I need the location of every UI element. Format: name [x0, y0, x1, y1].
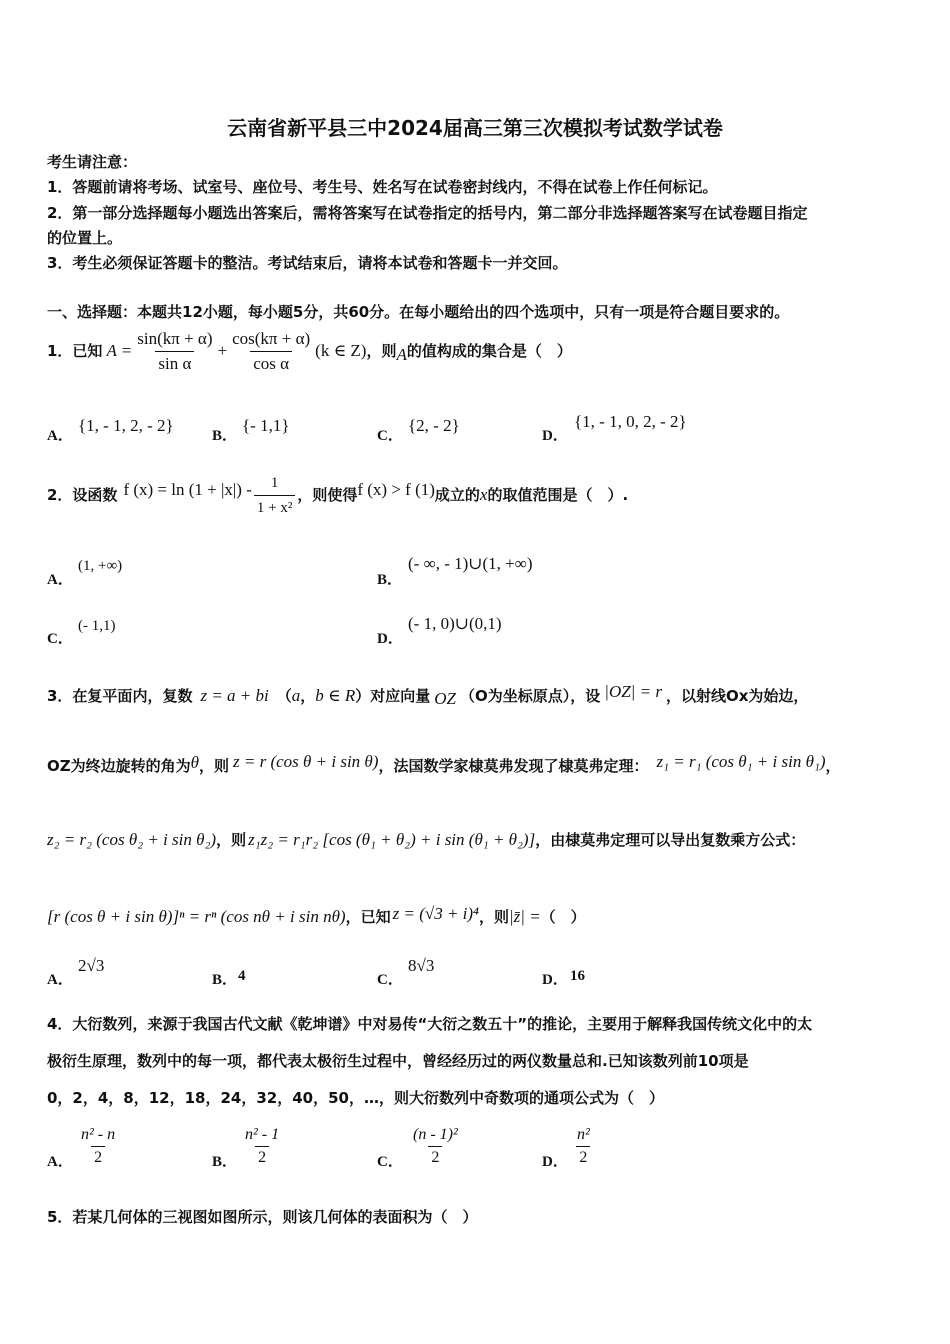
math-text: f (x) = ln (1 + |x|) -	[123, 480, 252, 499]
question-text: ，则	[478, 908, 509, 926]
question-2	[47, 470, 628, 520]
question-text: ，由棣莫弗定理可以导出复数乘方公式：	[535, 831, 806, 849]
question-text: 的取值范围是（ ）.	[487, 486, 629, 504]
option-label: D．	[542, 1154, 568, 1170]
fraction-denominator: 2	[255, 1146, 269, 1167]
page-title: 云南省新平县三中2024届高三第三次模拟考试数学试卷	[227, 116, 723, 140]
option-value: (- 1,1)	[78, 618, 116, 634]
fraction-numerator: 1	[270, 474, 279, 491]
section-heading: 一、选择题：本题共12小题，每小题5分，共60分。在每小题给出的四个选项中，只有一项是符合题目要求的。	[47, 303, 790, 321]
fraction-numerator: n²	[577, 1126, 590, 1143]
math-text: (k ∈ Z)	[315, 341, 367, 360]
math-text: z = a + bi	[200, 686, 269, 705]
notice-heading: 考生请注意：	[47, 153, 138, 171]
option-label: A．	[47, 1154, 73, 1170]
question-text: ，则	[216, 831, 247, 849]
option-value: (- ∞, - 1)∪(1, +∞)	[408, 554, 533, 573]
option-value: {2, - 2}	[408, 416, 460, 435]
option-value: (- 1, 0)∪(0,1)	[408, 614, 502, 633]
question-text: 成立的	[434, 486, 480, 504]
option-label: C．	[377, 1154, 403, 1170]
question-text: ，已知	[345, 908, 391, 926]
fraction-numerator: n² - 1	[245, 1126, 280, 1143]
option-label: D．	[542, 972, 568, 988]
question-3	[47, 684, 808, 708]
fraction-denominator: 2	[428, 1146, 442, 1167]
fraction-numerator: (n - 1)²	[413, 1126, 458, 1143]
fraction-numerator: cos(kπ + α)	[232, 328, 311, 348]
math-text: x	[479, 485, 488, 504]
math-text: z₁z₂ = r₁r₂ [cos (θ₁ + θ₂) + i sin (θ₁ + θ₂)]	[248, 830, 536, 849]
fraction-numerator: n² - n	[81, 1126, 116, 1143]
math-text: z₂ = r₂ (cos θ₂ + i sin θ₂)	[47, 830, 217, 849]
question-text: ，则	[366, 342, 397, 360]
math-text: A	[396, 345, 407, 364]
question-text: ）对应向量	[355, 687, 431, 705]
notice-item: 3．考生必须保证答题卡的整洁。考试结束后，请将本试卷和答题卡一并交回。	[47, 254, 568, 272]
option-fraction	[410, 1126, 461, 1167]
option-value: 8√3	[408, 956, 435, 975]
math-text: z = r (cos θ + i sin θ)	[233, 752, 379, 771]
fraction-denominator: 2	[576, 1146, 590, 1167]
question-5: 5．若某几何体的三视图如图所示，则该几何体的表面积为（ ）	[47, 1208, 478, 1226]
option-label: A．	[47, 972, 73, 988]
question-text: ，法国数学家棣莫弗发现了棣莫弗定理：	[378, 757, 649, 775]
option-value: 16	[570, 968, 585, 984]
question-3-line	[47, 903, 586, 931]
option-fraction	[242, 1126, 282, 1167]
question-text: （	[276, 687, 292, 705]
question-4: 4．大衍数列，来源于我国古代文献《乾坤谱》中对易传“大衍之数五十”的推论，主要用于解释我国传统文化中的太	[47, 1015, 813, 1033]
option-value: {- 1,1}	[242, 416, 290, 435]
question-1	[47, 326, 572, 376]
option-label: B．	[212, 972, 238, 988]
math-text: z₁ = r₁ (cos θ₁ + i sin θ₁)	[656, 752, 826, 771]
option-label: B．	[377, 572, 403, 588]
fraction	[134, 329, 215, 374]
math-text: a	[291, 686, 301, 705]
math-text: OZ	[434, 689, 456, 708]
question-number: 3．在复平面内，复数	[47, 687, 193, 705]
fraction-denominator: 1 + x²	[254, 495, 295, 518]
math-text: θ	[190, 753, 199, 772]
option-label: D．	[377, 631, 403, 647]
option-fraction	[78, 1126, 118, 1167]
fraction	[254, 473, 295, 518]
question-text: （O为坐标原点），设	[460, 687, 601, 705]
question-number: 1．已知	[47, 342, 103, 360]
option-label: C．	[377, 972, 403, 988]
math-text: +	[217, 341, 228, 360]
notice-item: 1．答题前请将考场、试室号、座位号、考生号、姓名写在试卷密封线内，不得在试卷上作任何标记。	[47, 178, 718, 196]
fraction-denominator: cos α	[250, 351, 292, 374]
option-label: A．	[47, 428, 73, 444]
question-3-line	[47, 828, 805, 852]
option-value: {1, - 1, 0, 2, - 2}	[574, 412, 687, 431]
question-text: ，以射线Ox为始边，	[665, 687, 809, 705]
question-number: 2．设函数	[47, 486, 118, 504]
question-text: ，	[300, 687, 316, 705]
notice-item: 的位置上。	[47, 229, 123, 247]
math-text: b ∈ R	[315, 686, 356, 705]
math-text: [r (cos θ + i sin θ)]ⁿ = rⁿ (cos nθ + i sin nθ)	[47, 907, 346, 926]
option-value: 2√3	[78, 956, 105, 975]
question-text: ，	[825, 757, 841, 775]
fraction	[229, 329, 313, 374]
fraction-numerator: sin(kπ + α)	[137, 328, 213, 348]
option-label: D．	[542, 428, 568, 444]
math-text: z = (√3 + i)⁴	[392, 904, 479, 923]
fraction-denominator: 2	[91, 1146, 105, 1167]
question-text: ，则	[199, 757, 230, 775]
question-4-line: 0，2，4，8，12，18，24，32，40，50，…，则大衍数列中奇数项的通项公式为（ ）	[47, 1089, 664, 1107]
question-3-line	[47, 754, 841, 778]
option-label: A．	[47, 572, 73, 588]
option-value: {1, - 1, 2, - 2}	[78, 416, 174, 435]
option-value: (1, +∞)	[78, 558, 123, 574]
option-label: B．	[212, 428, 238, 444]
option-label: B．	[212, 1154, 238, 1170]
question-text: 的值构成的集合是（ ）	[406, 342, 572, 360]
math-text: A =	[106, 341, 133, 360]
option-label: C．	[377, 428, 403, 444]
option-label: C．	[47, 631, 73, 647]
question-4-line: 极衍生原理，数列中的每一项，都代表太极衍生过程中，曾经经历过的两仪数量总和.已知该数列前10项是	[47, 1052, 749, 1070]
notice-item: 2．第一部分选择题每小题选出答案后，需将答案写在试卷指定的括号内，第二部分非选择题答案写在试卷题目指定	[47, 204, 808, 222]
math-text: |z̄| =	[508, 907, 541, 926]
math-text: |OZ| = r	[604, 682, 662, 701]
math-text: f (x) > f (1)	[357, 480, 435, 499]
question-text: ，则使得	[297, 486, 358, 504]
fraction-denominator: sin α	[155, 351, 194, 374]
option-value: 4	[238, 968, 246, 984]
question-text: OZ为终边旋转的角为	[47, 757, 191, 775]
question-text: （ ）	[540, 908, 586, 926]
option-fraction	[574, 1126, 593, 1167]
